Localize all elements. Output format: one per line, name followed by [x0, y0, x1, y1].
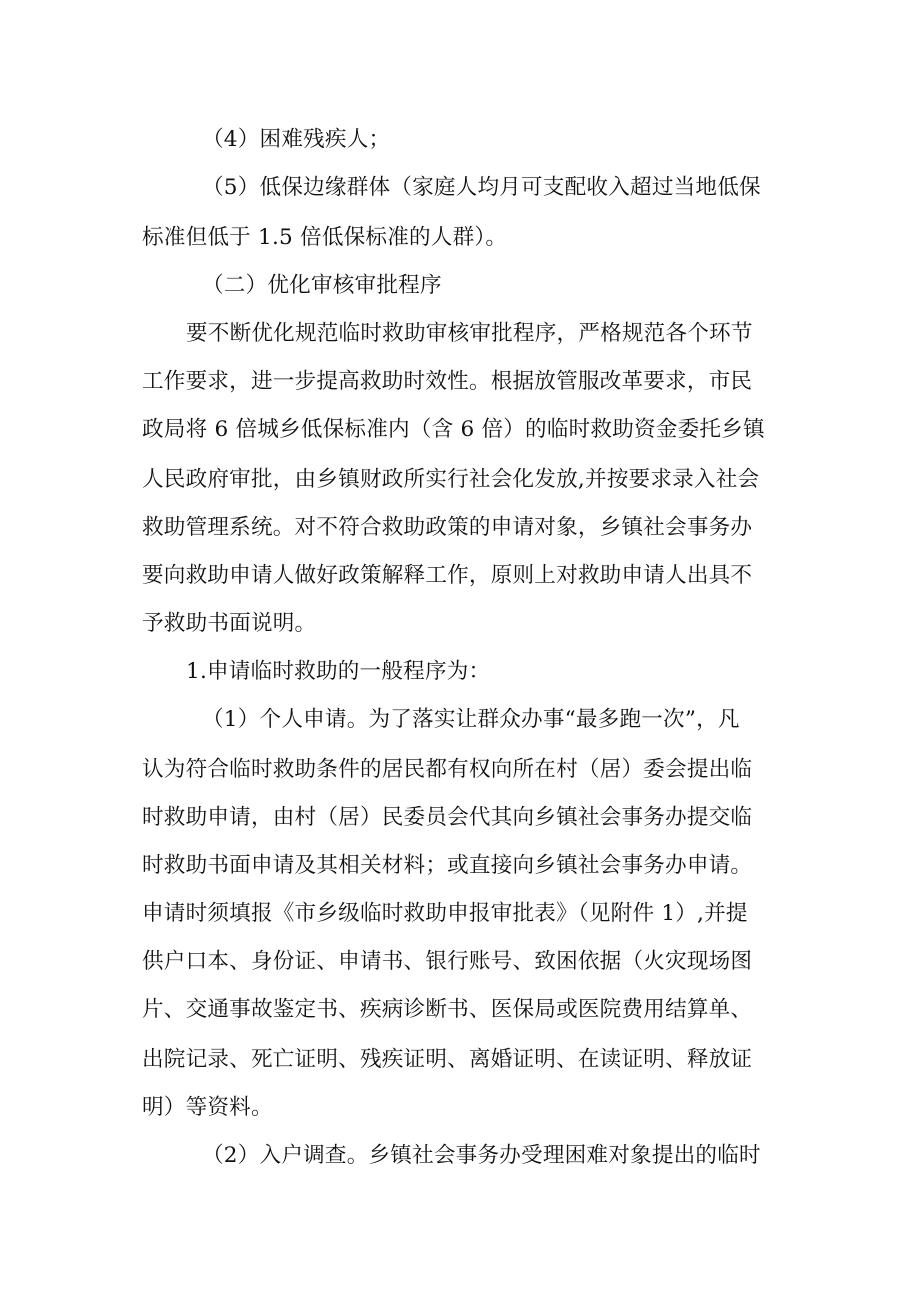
paragraph-line: 要不断优化规范临时救助审核审批程序，严格规范各个环节 — [186, 321, 753, 346]
paragraph-line: 时救助书面申请及其相关材料；或直接向乡镇社会事务办申请。 — [142, 853, 753, 878]
paragraph-line: 明）等资料。 — [142, 1095, 273, 1120]
paragraph-line: 救助管理系统。对不符合救助政策的申请对象，乡镇社会事务办 — [142, 515, 753, 540]
section-heading: （二）优化审核审批程序 — [202, 273, 442, 298]
paragraph-line: 申请时须填报《市乡级临时救助申报审批表》（见附件 1）,并提 — [142, 901, 748, 926]
paragraph-line: 标准但低于 1.5 倍低保标准的人群）。 — [142, 225, 508, 250]
paragraph-line: （2）入户调查。乡镇社会事务办受理困难对象提出的临时 — [202, 1143, 761, 1168]
paragraph-line: （4）困难残疾人； — [202, 127, 391, 152]
paragraph-line: 出院记录、死亡证明、残疾证明、离婚证明、在读证明、释放证 — [142, 1047, 753, 1072]
paragraph-line: 时救助申请，由村（居）民委员会代其向乡镇社会事务办提交临 — [142, 805, 753, 830]
list-heading: 1.申请临时救助的一般程序为： — [186, 659, 491, 684]
paragraph-line: 片、交通事故鉴定书、疾病诊断书、医保局或医院费用结算单、 — [142, 997, 753, 1022]
paragraph-line: （5）低保边缘群体（家庭人均月可支配收入超过当地低保 — [202, 175, 761, 200]
paragraph-line: 认为符合临时救助条件的居民都有权向所在村（居）委会提出临 — [142, 757, 753, 782]
paragraph-line: （1）个人申请。为了落实让群众办事“最多跑一次”，凡 — [202, 707, 740, 732]
paragraph-line: 要向救助申请人做好政策解释工作，原则上对救助申请人出具不 — [142, 563, 753, 588]
paragraph-line: 人民政府审批，由乡镇财政所实行社会化发放,并按要求录入社会 — [142, 467, 760, 492]
paragraph-line: 政局将 6 倍城乡低保标准内（含 6 倍）的临时救助资金委托乡镇 — [142, 417, 765, 442]
paragraph-line: 供户口本、身份证、申请书、银行账号、致困依据（火灾现场图 — [142, 949, 753, 974]
paragraph-line: 工作要求，进一步提高救助时效性。根据放管服改革要求，市民 — [142, 369, 753, 394]
paragraph-line: 予救助书面说明。 — [142, 611, 317, 636]
